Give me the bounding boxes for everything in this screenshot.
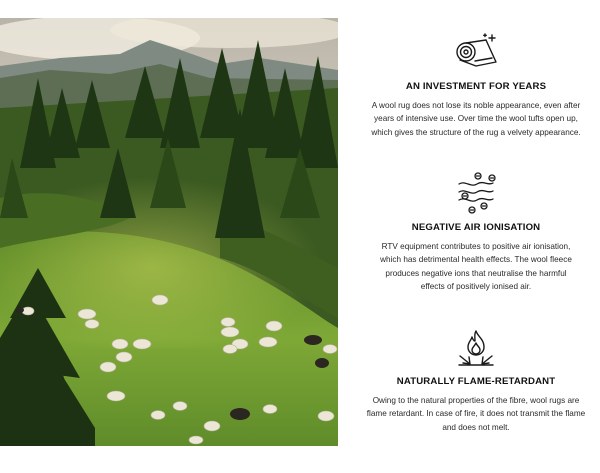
feature-ionisation bbox=[352, 172, 600, 294]
feature-description: Owing to the natural properties of the fibre, wool rugs are flame retardant. In case of fire, it does not transmit the flame and does not melt. bbox=[366, 396, 586, 432]
feature-title: AN INVESTMENT FOR YEARS bbox=[405, 81, 547, 92]
feature-description: RTV equipment contributes to positive air ionisation, which has detrimental health effects. The wool fleece produces negative ions that neutralise the harmful effects of positively ionised air. bbox=[380, 242, 572, 292]
feature-title: NEGATIVE AIR IONISATION bbox=[411, 222, 541, 233]
air-ions-icon bbox=[456, 172, 496, 214]
sheep-meadow-image bbox=[0, 18, 338, 446]
hero-photo bbox=[0, 18, 338, 446]
feature-flame-retardant bbox=[352, 328, 600, 434]
feature-investment bbox=[352, 32, 600, 139]
feature-title: NATURALLY FLAME-RETARDANT bbox=[396, 376, 556, 387]
rolled-rug-icon bbox=[452, 32, 500, 72]
flame-retardant-icon bbox=[456, 328, 496, 368]
features-column bbox=[352, 0, 600, 473]
feature-description: A wool rug does not lose its noble appearance, even after years of intensive use. Over time the wool tufts open up, which gives the structure of the rug a velvety appearance. bbox=[371, 101, 581, 137]
